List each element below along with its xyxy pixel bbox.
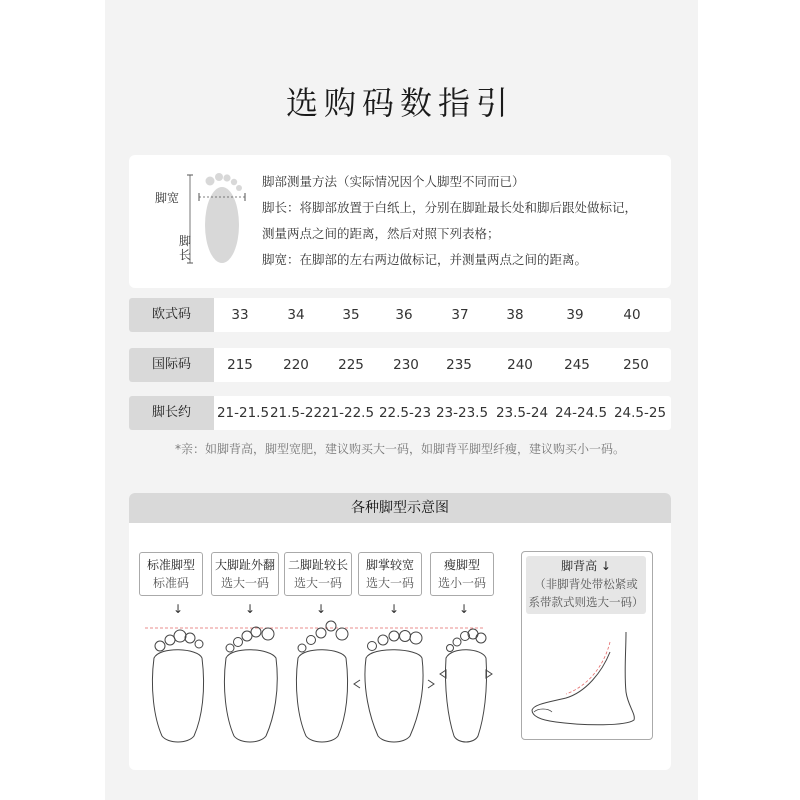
table-cell: 24-24.5 (554, 405, 608, 421)
table-cell: 23-23.5 (435, 405, 489, 421)
measurement-method-card (129, 155, 671, 288)
page-title: 选购码数指引 (285, 84, 514, 122)
bunion-foot-icon (224, 627, 277, 742)
foot-type-slim (430, 552, 494, 596)
down-arrow-icon: ↓ (389, 602, 400, 616)
foot-type-bunion (211, 552, 279, 596)
foot-type-long-second-toe (284, 552, 352, 596)
table-cell: 215 (227, 357, 253, 373)
wide-sole-foot-icon (354, 631, 434, 743)
slim-foot-icon (440, 629, 492, 742)
method-line: 脚部测量方法（实际情况因个人脚型不同而已） (262, 174, 525, 189)
foot-type-advice: 选大一码 (293, 576, 342, 590)
standard-foot-icon (152, 630, 203, 742)
table-cell: 250 (623, 357, 649, 373)
table-cell: 33 (231, 307, 249, 323)
table-cell: 21-22.5 (321, 405, 375, 421)
table-cell: 36 (395, 307, 413, 323)
instep-note-line: （非脚背处带松紧或 (534, 577, 638, 591)
table-cell: 34 (287, 307, 305, 323)
row-header: 欧式码 (129, 298, 214, 332)
size-row-eu (129, 298, 671, 332)
foot-types-heading: 各种脚型示意图 (129, 493, 671, 523)
table-cell: 225 (338, 357, 364, 373)
table-cell: 21.5-22 (269, 405, 323, 421)
foot-type-name: 二脚趾较长 (287, 558, 348, 572)
instep-foot-icon (526, 632, 648, 732)
foot-length-label-2: 长 (179, 248, 192, 262)
foot-type-advice: 选大一码 (365, 576, 414, 590)
table-cell: 35 (342, 307, 360, 323)
method-line: 测量两点之间的距离，然后对照下列表格； (262, 226, 500, 241)
foot-type-wide-sole (358, 552, 422, 596)
table-cell: 39 (566, 307, 584, 323)
table-cell: 245 (564, 357, 590, 373)
table-cell: 38 (506, 307, 524, 323)
table-cell: 23.5-24 (495, 405, 549, 421)
table-cell: 240 (507, 357, 533, 373)
method-text (262, 169, 667, 273)
instep-note-line: 系带款式则选大一码） (528, 595, 644, 609)
instep-title: 脚背高 ↓ (561, 559, 611, 573)
size-advice-note: *亲：如脚背高，脚型宽肥，建议购买大一码，如脚背平脚型纤瘦，建议购买小一码。 (174, 442, 625, 456)
down-arrow-icon: ↓ (459, 602, 470, 616)
size-row-foot-length (129, 396, 671, 430)
foot-type-name: 大脚趾外翻 (214, 558, 275, 572)
method-line: 脚长：将脚部放置于白纸上，分别在脚趾最长处和脚后跟处做标记， (262, 200, 638, 215)
table-cell: 21-21.5 (216, 405, 270, 421)
foot-length-label-1: 脚 (179, 234, 192, 248)
table-cell: 220 (283, 357, 309, 373)
foot-type-name: 瘦脚型 (443, 558, 480, 572)
down-arrow-icon: ↓ (316, 602, 327, 616)
table-cell: 235 (446, 357, 472, 373)
table-cell: 40 (623, 307, 641, 323)
table-cell: 24.5-25 (613, 405, 667, 421)
foot-type-name: 标准脚型 (146, 558, 195, 572)
footprint-icon (184, 163, 254, 273)
foot-type-name: 脚掌较宽 (365, 558, 414, 572)
foot-illustrations (140, 618, 510, 748)
table-cell: 22.5-23 (378, 405, 432, 421)
foot-width-label: 脚宽 (155, 191, 180, 205)
row-header: 脚长约 (129, 396, 214, 430)
foot-type-advice: 选大一码 (220, 576, 269, 590)
table-cell: 37 (451, 307, 469, 323)
table-cell: 230 (393, 357, 419, 373)
down-arrow-icon: ↓ (173, 602, 184, 616)
size-row-intl (129, 348, 671, 382)
instep-panel (521, 551, 653, 740)
long-second-toe-foot-icon (296, 621, 348, 742)
method-line: 脚宽：在脚部的左右两边做标记，并测量两点之间的距离。 (262, 252, 588, 267)
down-arrow-icon: ↓ (245, 602, 256, 616)
foot-type-advice: 选小一码 (437, 576, 486, 590)
foot-type-standard (139, 552, 203, 596)
foot-type-advice: 标准码 (152, 576, 189, 590)
row-header: 国际码 (129, 348, 214, 382)
